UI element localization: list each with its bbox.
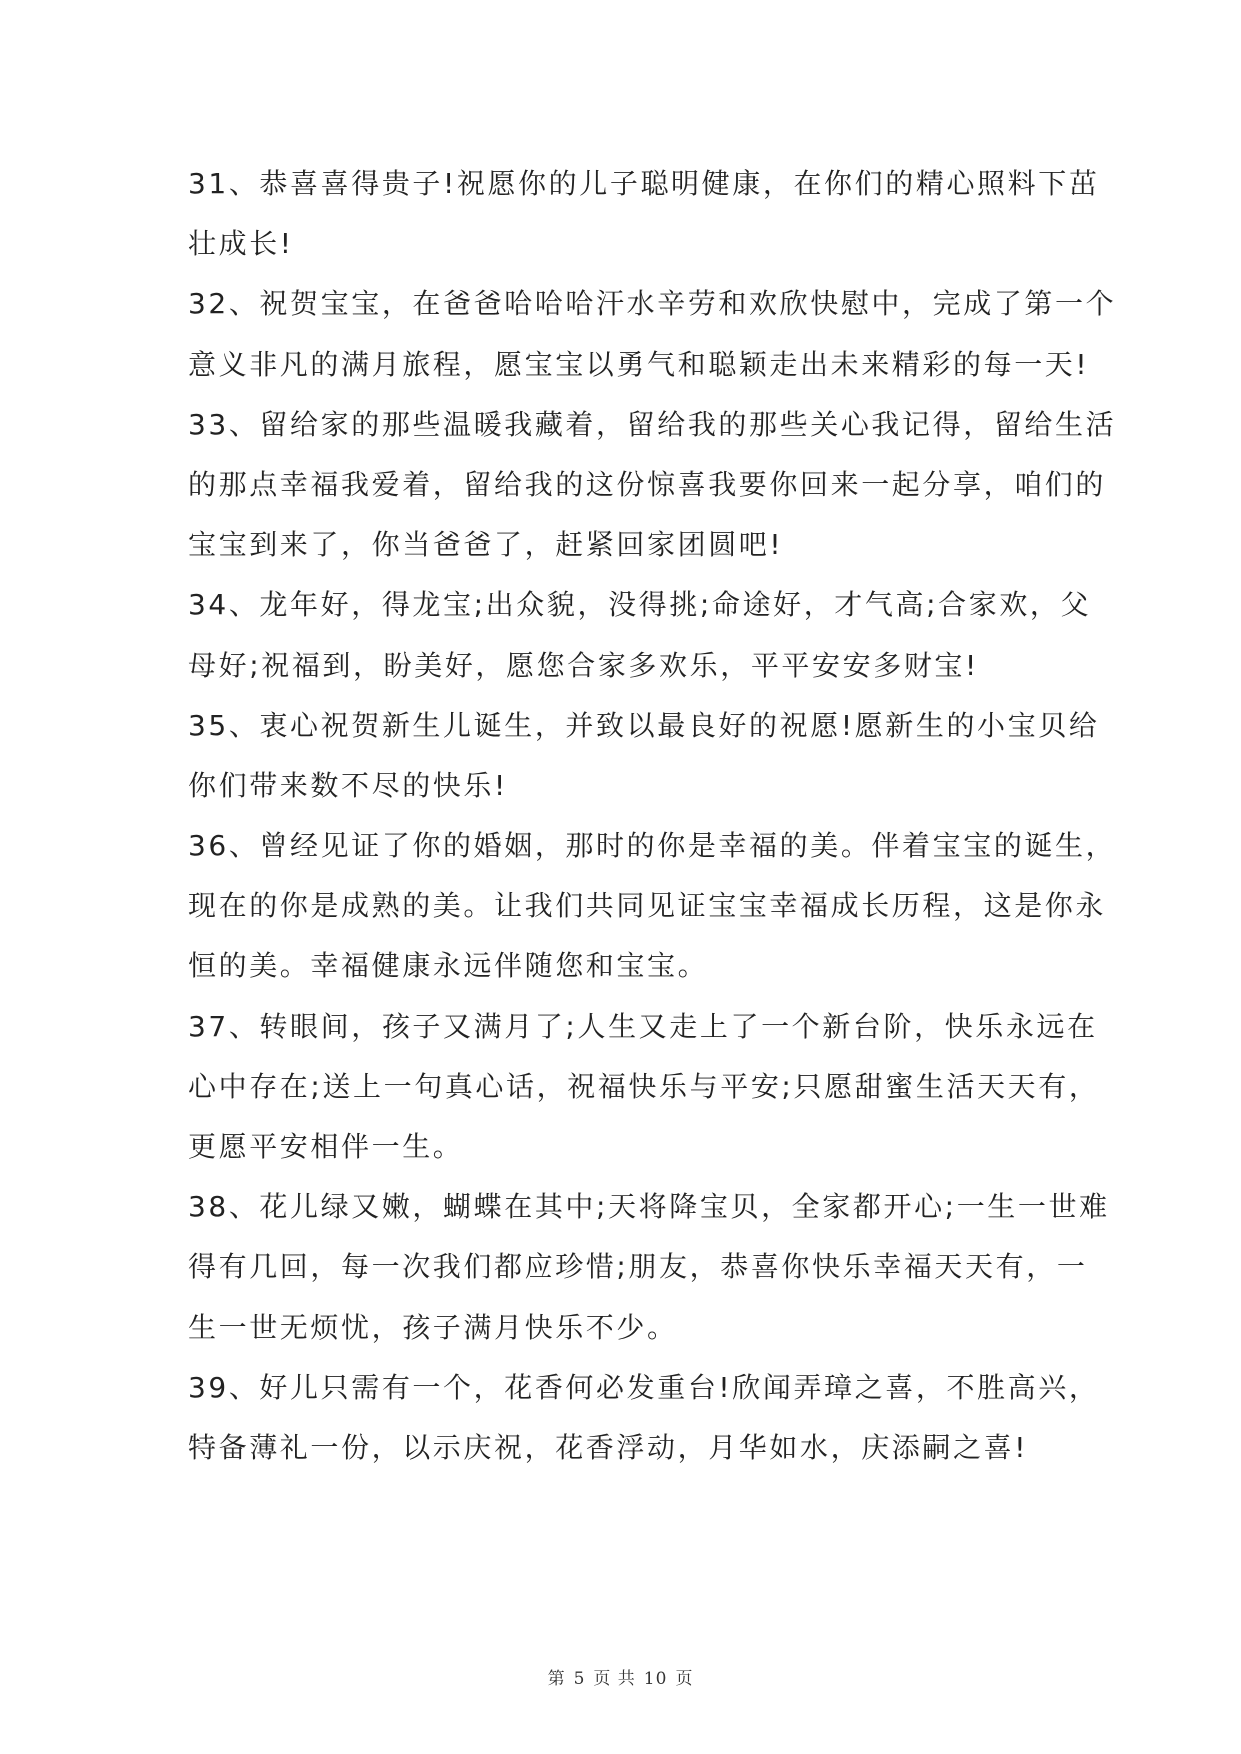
text-line: 34、龙年好，得龙宝;出众貌，没得挑;命途好，才气高;合家欢，父 — [188, 588, 1092, 622]
footer-middle: 页 共 — [593, 1669, 636, 1689]
text-line: 的那点幸福我爱着，留给我的这份惊喜我要你回来一起分享，咱们的 — [188, 467, 1107, 501]
text-line: 母好;祝福到，盼美好，愿您合家多欢乐，平平安安多财宝! — [188, 648, 979, 682]
text-line: 38、花儿绿又嫩，蝴蝶在其中;天将降宝贝，全家都开心;一生一世难 — [188, 1190, 1110, 1224]
footer-prefix: 第 — [547, 1669, 566, 1689]
text-line: 壮成长! — [188, 227, 294, 261]
text-line: 更愿平安相伴一生。 — [188, 1130, 464, 1163]
page-footer — [0, 1664, 1241, 1689]
text-line: 现在的你是成熟的美。让我们共同见证宝宝幸福成长历程，这是你永 — [188, 889, 1107, 923]
text-line: 得有几回，每一次我们都应珍惜;朋友，恭喜你快乐幸福天天有，一 — [188, 1250, 1088, 1284]
total-page-number: 10 — [643, 1669, 668, 1689]
text-line: 你们带来数不尽的快乐! — [188, 768, 508, 802]
text-line: 35、衷心祝贺新生儿诞生，并致以最良好的祝愿!愿新生的小宝贝给 — [188, 708, 1100, 742]
document-body — [188, 154, 1117, 1478]
text-line: 39、好儿只需有一个，花香何必发重台!欣闻弄璋之喜，不胜高兴， — [188, 1370, 1100, 1404]
text-line: 恒的美。幸福健康永远伴随您和宝宝。 — [188, 949, 709, 983]
text-line: 意义非凡的满月旅程，愿宝宝以勇气和聪颖走出未来精彩的每一天! — [188, 347, 1090, 381]
text-line: 宝宝到来了，你当爸爸了，赶紧回家团圆吧! — [188, 528, 784, 562]
footer-suffix: 页 — [675, 1669, 694, 1689]
text-line: 特备薄礼一份，以示庆祝，花香浮动，月华如水，庆添嗣之喜! — [188, 1430, 1029, 1464]
text-line: 32、祝贺宝宝，在爸爸哈哈哈汗水辛劳和欢欣快慰中，完成了第一个 — [188, 287, 1117, 321]
current-page-number: 5 — [573, 1669, 586, 1689]
text-line: 31、恭喜喜得贵子!祝愿你的儿子聪明健康，在你们的精心照料下茁 — [188, 167, 1100, 200]
text-line: 生一世无烦忧，孩子满月快乐不少。 — [188, 1310, 678, 1344]
text-line: 37、转眼间，孩子又满月了;人生又走上了一个新台阶，快乐永远在 — [188, 1009, 1098, 1043]
text-line: 36、曾经见证了你的婚姻，那时的你是幸福的美。伴着宝宝的诞生， — [188, 829, 1117, 863]
text-line: 33、留给家的那些温暖我藏着，留给我的那些关心我记得，留给生活 — [188, 407, 1117, 441]
text-line: 心中存在;送上一句真心话，祝福快乐与平安;只愿甜蜜生活天天有， — [188, 1069, 1100, 1103]
